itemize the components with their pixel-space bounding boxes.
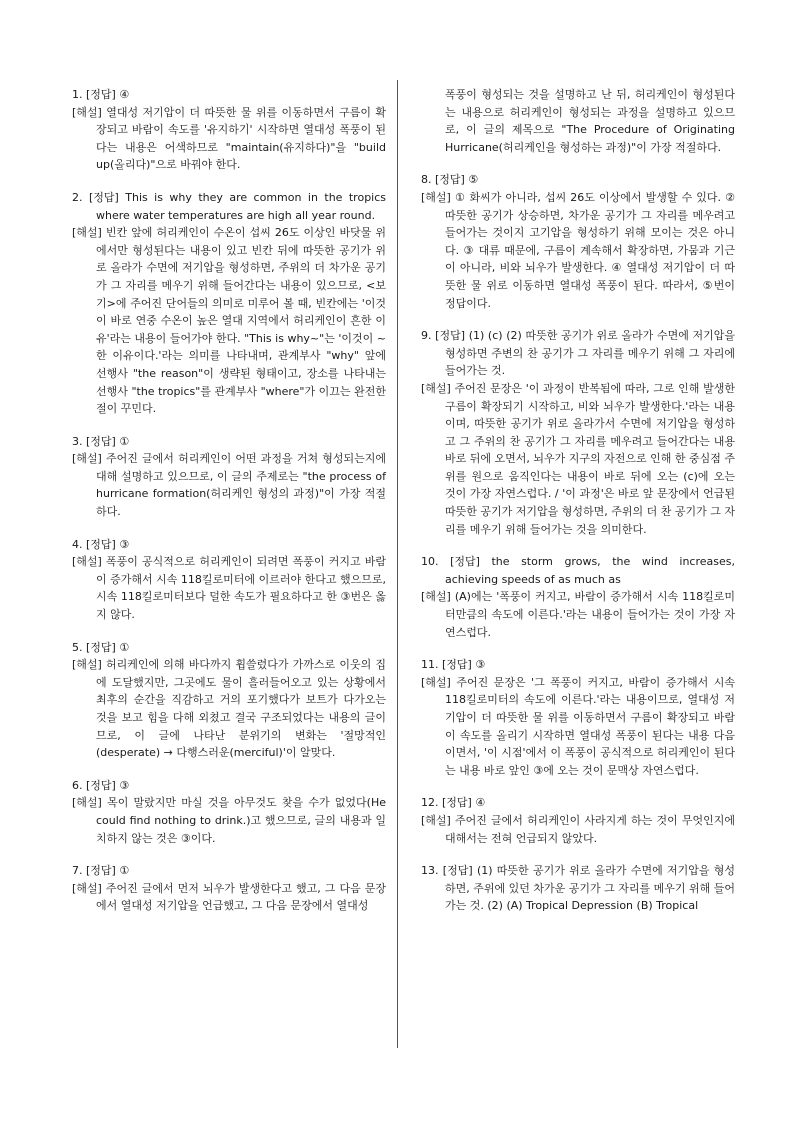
answer-value: ③	[119, 778, 130, 792]
item-number: 6.	[72, 778, 83, 792]
item-number: 3.	[72, 434, 83, 448]
answer-line	[72, 189, 386, 224]
answer-line	[421, 327, 735, 380]
answer-item	[421, 656, 735, 779]
explanation-text: 빈칸 앞에 허리케인이 수온이 섭씨 26도 이상인 바닷물 위에서만 형성된다는 내용이 있고 빈칸 뒤에 따뜻한 공기가 위로 올라가 수면에 저기압을 형성하면, 주위의 더 차가운 공기가 그 자리를 메우기 위해 들어간다는 내용이 있으므로, <보기>에 주어진 단어들의 의미로 미루어 볼 때, 빈칸에는 '이것이 바로 연중 수온이 높은 열대 지역에서 허리케인이 흔한 이유'라는 내용이 들어가야 한다. "This is why~"는 '이것이 ~한 이유이다.'라는 의미를 나타내며, 관계부사 "why" 앞에 선행사 "the reason"이 생략된 형태이고, 장소를 나타내는 선행사 "the tropics"를 관계부사 "where"가 이끄는 완전한 절이 꾸민다.	[96, 226, 386, 416]
explanation-label: [해설]	[421, 381, 451, 395]
answer-value: ④	[475, 796, 486, 810]
answer-line	[72, 639, 386, 657]
answer-line	[421, 794, 735, 812]
item-number: 7.	[72, 864, 83, 878]
answer-value: ③	[475, 658, 486, 672]
answer-value: ④	[119, 88, 130, 101]
explanation-label: [해설]	[72, 452, 102, 466]
answer-line	[421, 656, 735, 674]
explanation-text: 목이 말랐지만 마실 것을 아무것도 찾을 수가 없었다(He could find nothing to drink.)고 했으므로, 글의 내용과 일치하지 않는 것은 ③이다.	[96, 796, 387, 845]
right-column	[421, 86, 735, 915]
item-number: 12.	[421, 796, 439, 810]
explanation-text: 주어진 글에서 허리케인이 어떤 과정을 거쳐 형성되는지에 대해 설명하고 있으므로, 이 글의 주제로는 "the process of hurricane formation(허리케인 형성의 과정)"이 가장 적절하다.	[96, 452, 386, 519]
explanation-line	[72, 104, 386, 174]
answer-label: [정답]	[86, 434, 116, 448]
answer-label: [정답]	[86, 864, 116, 878]
item-number: 11.	[421, 658, 439, 672]
explanation-line	[72, 880, 386, 915]
answer-value: ③	[119, 537, 130, 551]
answer-line	[72, 86, 386, 104]
answer-item	[72, 777, 386, 847]
answer-item	[72, 86, 386, 174]
answer-value: ①	[119, 434, 130, 448]
item-number: 4.	[72, 537, 83, 551]
answer-line	[421, 862, 735, 915]
explanation-continuation: 폭풍이 형성되는 것을 설명하고 난 뒤, 허리케인이 형성된다는 내용으로 허리케인이 형성되는 과정을 설명하고 있으므로, 이 글의 제목으로 "The Procedure of Originating Hurricane(허리케인을 형성하는 과정)"이 가장 적절하다.	[445, 88, 735, 154]
explanation-text: 주어진 문장은 '이 과정이 반복됨에 따라, 그로 인해 발생한 구름이 확장되기 시작하고, 비와 뇌우가 발생한다.'라는 내용이며, 따뜻한 공기가 위로 올라가서 수면에 저기압을 형성하고 그 주위의 찬 공기가 그 자리를 메우려고 들어간다는 내용 바로 뒤에 오면서, 뇌우가 지구의 자전으로 인해 한 중심점 주위를 원으로 움직인다는 내용이 바로 뒤에 오는 (c)에 오는 것이 가장 자연스럽다. / '이 과정'은 바로 앞 문장에서 언급된 따뜻한 공기가 저기압을 형성하면, 주위의 더 찬 공기가 그 자리를 메우기 위해 들어가는 것을 의미한다.	[445, 381, 736, 536]
answer-line	[72, 536, 386, 554]
answer-item	[421, 794, 735, 847]
explanation-label: [해설]	[421, 675, 451, 689]
answer-item	[421, 553, 735, 641]
answer-item	[421, 862, 735, 915]
answer-value: ①	[119, 864, 130, 878]
answer-value: (1) 따뜻한 공기가 위로 올라가 수면에 저기압을 형성하면, 주위에 있던 차가운 공기가 그 자리를 메우기 위해 들어가는 것. (2) (A) Tropical Depression (B) Tropical	[445, 864, 736, 913]
item-number: 9.	[421, 329, 432, 343]
answer-label: [정답]	[435, 329, 466, 343]
item-number: 5.	[72, 640, 83, 654]
explanation-line	[72, 450, 386, 520]
answer-item	[72, 862, 386, 915]
answer-item	[72, 189, 386, 418]
item-number: 2.	[72, 190, 83, 204]
explanation-label: [해설]	[72, 555, 102, 569]
answer-value: ①	[119, 640, 130, 654]
answer-value: This is why they are common in the tropics where water temperatures are high all year round.	[96, 190, 387, 222]
explanation-text: 주어진 글에서 허리케인이 사라지게 하는 것이 무엇인지에 대해서는 전혀 언급되지 않았다.	[445, 813, 735, 845]
column-divider	[397, 80, 398, 1048]
explanation-label: [해설]	[72, 658, 102, 672]
explanation-text: 주어진 문장은 '그 폭풍이 커지고, 바람이 증가해서 시속 118킬로미터의 속도에 이른다.'라는 내용이므로, 열대성 저기압이 더 따뜻한 물 위를 이동하면서 구름이 확장되고 바람이 속도를 올리기 시작하면 열대성 폭풍이 된다는 내용 다음이면서, '이 시점'에서 이 폭풍이 공식적으로 허리케인이 된다는 내용 바로 앞인 ③에 오는 것이 문맥상 자연스럽다.	[445, 675, 735, 777]
answer-value: ⑤	[468, 173, 479, 187]
answer-line	[72, 777, 386, 795]
answer-line	[421, 553, 735, 588]
explanation-line	[421, 674, 735, 780]
answer-label: [정답]	[86, 640, 116, 654]
answer-item	[72, 536, 386, 624]
answer-label: [정답]	[88, 190, 119, 204]
explanation-label: [해설]	[72, 226, 102, 240]
answer-label: [정답]	[442, 796, 472, 810]
explanation-label: [해설]	[72, 881, 102, 895]
answer-label: [정답]	[86, 537, 116, 551]
answer-label: [정답]	[435, 173, 465, 187]
explanation-label: [해설]	[72, 105, 102, 119]
explanation-line	[421, 588, 735, 641]
explanation-line	[72, 794, 386, 847]
answer-line	[421, 171, 735, 189]
item-number: 10.	[421, 555, 439, 569]
answer-item	[72, 639, 386, 762]
explanation-label: [해설]	[421, 813, 451, 827]
answer-value: (1) (c) (2) 따뜻한 공기가 위로 올라가 수면에 저기압을 형성하면 주변의 찬 공기가 그 자리를 메우기 위해 그 자리에 들어가는 것.	[445, 329, 736, 378]
answer-label: [정답]	[442, 658, 472, 672]
explanation-text: ① 화씨가 아니라, 섭씨 26도 이상에서 발생할 수 있다. ② 따뜻한 공기가 상승하면, 차가운 공기가 그 자리를 메우려고 들어가는 것이지 고기압을 형성하기 위해 모이는 것은 아니다. ③ 대류 때문에, 구름이 계속해서 확장하면, 가뭄과 기근이 아니라, 비와 뇌우가 발생한다. ④ 열대성 저기압이 더 따뜻한 물 위로 이동하면 열대성 폭풍이 된다. 따라서, ⑤번이 정답이다.	[445, 190, 736, 310]
explanation-label: [해설]	[72, 796, 102, 810]
answer-item	[421, 327, 735, 538]
explanation-text: 폭풍이 공식적으로 허리케인이 되려면 폭풍이 커지고 바람이 증가해서 시속 118킬로미터에 이르러야 한다고 했으므로, 시속 118킬로미터보다 덜한 속도가 필요하다고 한 ③번은 옳지 않다.	[96, 555, 386, 622]
answer-label: [정답]	[450, 555, 480, 569]
explanation-label: [해설]	[421, 590, 451, 604]
explanation-line	[421, 812, 735, 847]
explanation-text: 열대성 저기압이 더 따뜻한 물 위를 이동하면서 구름이 확장되고 바람이 속도를 '유지하기' 시작하면 열대성 폭풍이 된다는 내용은 어색하므로 "maintain(유지하다)"을 "build up(올리다)"으로 바꿔야 한다.	[96, 105, 386, 172]
explanation-line	[421, 380, 735, 538]
explanation-line	[72, 553, 386, 623]
answer-item	[72, 433, 386, 521]
answer-label: [정답]	[442, 864, 473, 878]
explanation-label: [해설]	[421, 190, 451, 204]
explanation-text: 허리케인에 의해 바다까지 휩쓸렸다가 가까스로 이웃의 집에 도달했지만, 그곳에도 물이 흘러들어오고 있는 상황에서 최후의 순간을 직감하고 거의 포기했다가 보트가 다가오는 것을 보고 힘을 다해 외쳤고 결국 구조되었다는 내용의 글이므로, 이 글에 나타난 분위기의 변화는 '절망적인(desperate) → 다행스러운(merciful)'이 알맞다.	[96, 658, 386, 760]
answer-line	[72, 862, 386, 880]
answer-line	[72, 433, 386, 451]
item-number: 8.	[421, 173, 432, 187]
answer-label: [정답]	[86, 778, 116, 792]
explanation-text: (A)에는 '폭풍이 커지고, 바람이 증가해서 시속 118킬로미터만큼의 속도에 이른다.'라는 내용이 들어가는 것이 가장 자연스럽다.	[445, 590, 736, 639]
answer-label: [정답]	[86, 88, 116, 101]
item-number: 13.	[421, 864, 439, 878]
left-column	[72, 86, 386, 915]
answer-value: the storm grows, the wind increases, achieving speeds of as much as	[445, 555, 735, 586]
explanation-line	[72, 224, 386, 418]
item-number: 1.	[72, 88, 83, 101]
explanation-line	[421, 189, 735, 312]
explanation-text: 주어진 글에서 먼저 뇌우가 발생한다고 했고, 그 다음 문장에서 열대성 저기압을 언급했고, 그 다음 문장에서 열대성	[96, 881, 386, 913]
explanation-line	[72, 656, 386, 762]
answer-item	[421, 171, 735, 312]
